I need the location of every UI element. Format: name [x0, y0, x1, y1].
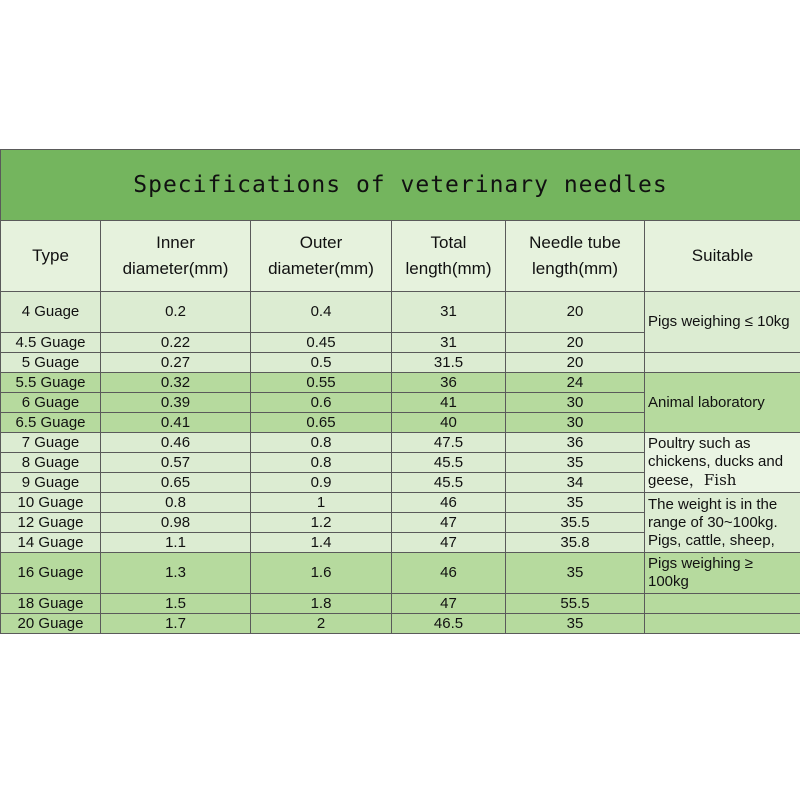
table-row	[1, 433, 800, 453]
cell-total: 45.5	[392, 453, 506, 473]
cell-type: 6 Guage	[1, 393, 101, 413]
cell-type: 20 Guage	[1, 614, 101, 634]
table-title: Specifications of veterinary needles	[1, 150, 800, 221]
cell-total: 31	[392, 292, 506, 333]
header-row	[1, 221, 800, 292]
header-outer-diameter: Outer diameter(mm)	[251, 221, 392, 292]
cell-outer: 0.8	[251, 453, 392, 473]
cell-inner: 0.32	[101, 373, 251, 393]
suitable-poultry-fish: Fish	[703, 471, 737, 489]
cell-outer: 0.5	[251, 353, 392, 373]
suitable-empty	[645, 614, 800, 634]
cell-tube: 35.8	[506, 533, 645, 553]
cell-total: 41	[392, 393, 506, 413]
cell-total: 46	[392, 553, 506, 594]
header-needle-tube-length: Needle tube length(mm)	[506, 221, 645, 292]
cell-outer: 0.55	[251, 373, 392, 393]
cell-inner: 1.7	[101, 614, 251, 634]
cell-total: 47	[392, 594, 506, 614]
cell-outer: 0.8	[251, 433, 392, 453]
suitable-empty	[645, 353, 800, 373]
cell-inner: 0.46	[101, 433, 251, 453]
cell-tube: 35.5	[506, 513, 645, 533]
cell-outer: 0.45	[251, 333, 392, 353]
cell-type: 16 Guage	[1, 553, 101, 594]
cell-type: 7 Guage	[1, 433, 101, 453]
cell-total: 47	[392, 533, 506, 553]
cell-tube: 55.5	[506, 594, 645, 614]
suitable-weight-range: The weight is in the range of 30~100kg. Pigs, cattle, sheep,	[645, 493, 800, 553]
cell-inner: 0.22	[101, 333, 251, 353]
cell-type: 9 Guage	[1, 473, 101, 493]
cell-inner: 0.98	[101, 513, 251, 533]
cell-type: 8 Guage	[1, 453, 101, 473]
table-row	[1, 553, 800, 594]
cell-tube: 35	[506, 553, 645, 594]
cell-outer: 1	[251, 493, 392, 513]
table-row	[1, 594, 800, 614]
cell-total: 46.5	[392, 614, 506, 634]
cell-total: 36	[392, 373, 506, 393]
cell-tube: 35	[506, 493, 645, 513]
table-row	[1, 292, 800, 333]
cell-inner: 0.8	[101, 493, 251, 513]
cell-outer: 0.9	[251, 473, 392, 493]
cell-type: 14 Guage	[1, 533, 101, 553]
suitable-pigs-large: Pigs weighing ≥ 100kg	[645, 553, 800, 594]
cell-outer: 0.4	[251, 292, 392, 333]
cell-tube: 20	[506, 333, 645, 353]
header-total-length: Total length(mm)	[392, 221, 506, 292]
cell-type: 5.5 Guage	[1, 373, 101, 393]
cell-total: 31.5	[392, 353, 506, 373]
suitable-poultry-text: Poultry such as chickens, ducks and geese，	[648, 435, 784, 489]
header-inner-diameter: Inner diameter(mm)	[101, 221, 251, 292]
cell-outer: 2	[251, 614, 392, 634]
cell-inner: 0.65	[101, 473, 251, 493]
cell-tube: 36	[506, 433, 645, 453]
table-row	[1, 493, 800, 513]
cell-type: 10 Guage	[1, 493, 101, 513]
cell-inner: 0.27	[101, 353, 251, 373]
cell-total: 31	[392, 333, 506, 353]
cell-type: 6.5 Guage	[1, 413, 101, 433]
cell-outer: 1.2	[251, 513, 392, 533]
cell-tube: 35	[506, 614, 645, 634]
cell-tube: 30	[506, 393, 645, 413]
cell-tube: 35	[506, 453, 645, 473]
cell-type: 4.5 Guage	[1, 333, 101, 353]
suitable-poultry	[645, 433, 800, 493]
cell-inner: 0.39	[101, 393, 251, 413]
cell-type: 18 Guage	[1, 594, 101, 614]
cell-outer: 0.6	[251, 393, 392, 413]
table-row	[1, 353, 800, 373]
cell-tube: 20	[506, 292, 645, 333]
cell-outer: 1.6	[251, 553, 392, 594]
header-type: Type	[1, 221, 101, 292]
cell-inner: 0.41	[101, 413, 251, 433]
cell-total: 45.5	[392, 473, 506, 493]
cell-inner: 1.5	[101, 594, 251, 614]
cell-tube: 24	[506, 373, 645, 393]
suitable-pigs-small: Pigs weighing ≤ 10kg	[645, 292, 800, 353]
cell-total: 47.5	[392, 433, 506, 453]
cell-total: 46	[392, 493, 506, 513]
cell-outer: 0.65	[251, 413, 392, 433]
cell-total: 47	[392, 513, 506, 533]
cell-inner: 0.57	[101, 453, 251, 473]
table-row	[1, 373, 800, 393]
cell-tube: 34	[506, 473, 645, 493]
cell-type: 12 Guage	[1, 513, 101, 533]
cell-tube: 30	[506, 413, 645, 433]
cell-outer: 1.8	[251, 594, 392, 614]
suitable-animal-laboratory: Animal laboratory	[645, 373, 800, 433]
cell-total: 40	[392, 413, 506, 433]
cell-inner: 0.2	[101, 292, 251, 333]
cell-inner: 1.1	[101, 533, 251, 553]
cell-inner: 1.3	[101, 553, 251, 594]
cell-tube: 20	[506, 353, 645, 373]
header-suitable: Suitable	[645, 221, 800, 292]
table-row	[1, 614, 800, 634]
cell-type: 4 Guage	[1, 292, 101, 333]
cell-outer: 1.4	[251, 533, 392, 553]
suitable-empty	[645, 594, 800, 614]
spec-table	[0, 149, 800, 634]
cell-type: 5 Guage	[1, 353, 101, 373]
